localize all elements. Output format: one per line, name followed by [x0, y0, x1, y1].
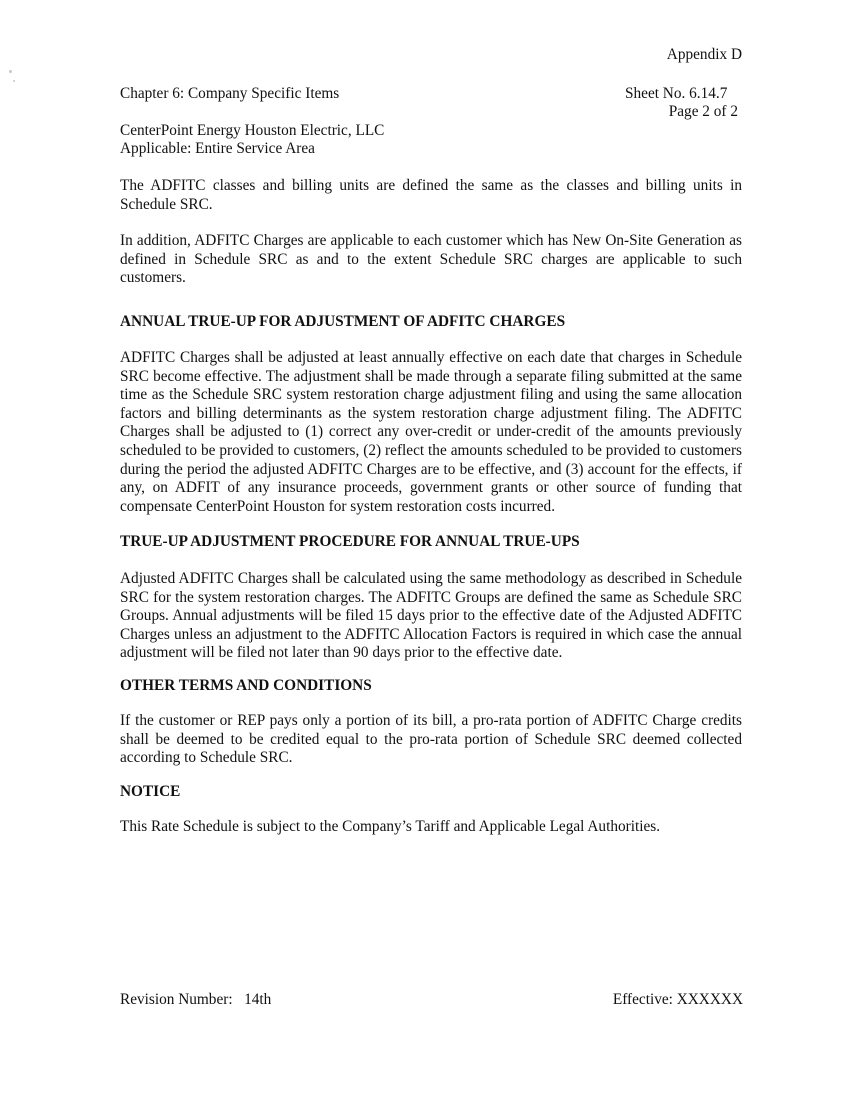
appendix-label: Appendix D: [666, 46, 742, 63]
section-heading-notice: NOTICE: [120, 783, 181, 800]
chapter-title: Chapter 6: Company Specific Items: [120, 85, 340, 102]
intro-paragraph-2: In addition, ADFITC Charges are applicable to each customer which has New On-Site Generation as defined in Schedule SRC as and to the extent Schedule SRC charges are applicable to such customers.: [120, 232, 742, 287]
section-heading-other-terms: OTHER TERMS AND CONDITIONS: [120, 677, 372, 694]
revision-number: Revision Number: 14th: [120, 991, 272, 1008]
company-name: CenterPoint Energy Houston Electric, LLC: [120, 122, 385, 139]
effective-date: Effective: XXXXXX: [612, 991, 743, 1008]
section-text-notice: This Rate Schedule is subject to the Company’s Tariff and Applicable Legal Authorities.: [120, 818, 661, 835]
section-heading-annual-true-up: ANNUAL TRUE-UP FOR ADJUSTMENT OF ADFITC CHARGES: [120, 313, 566, 330]
section-text-annual-true-up: ADFITC Charges shall be adjusted at least annually effective on each date that charges in Schedule SRC become effective. The adjustment shall be made through a separate filing submitted at the same time as the Schedule SRC system restoration charge adjustment filing and using the same allocation factors and billing determinants as the system restoration charge adjustment filing. The ADFITC Charges shall be adjusted to (1) correct any over-credit or under-credit of the amounts previously scheduled to be provided to customers, (2) reflect the amounts scheduled to be provided to customers during the period the adjusted ADFITC Charges are to be effective, and (3) account for the effects, if any, on ADFIT of any insurance proceeds, government grants or other source of funding that compensate CenterPoint Houston for system restoration costs incurred.: [120, 349, 742, 515]
scan-artifact: [13, 80, 15, 82]
section-heading-true-up-procedure: TRUE-UP ADJUSTMENT PROCEDURE FOR ANNUAL TRUE-UPS: [120, 533, 580, 550]
intro-paragraph-1: The ADFITC classes and billing units are defined the same as the classes and billing units in Schedule SRC.: [120, 177, 742, 213]
page-number: Page 2 of 2: [668, 103, 738, 120]
applicable-area: Applicable: Entire Service Area: [120, 140, 315, 157]
section-text-other-terms: If the customer or REP pays only a portion of its bill, a pro-rata portion of ADFITC Charge credits shall be deemed to be credited equal to the pro-rata portion of Schedule SRC deemed collected according to Schedule SRC.: [120, 712, 742, 767]
sheet-number: Sheet No. 6.14.7: [625, 85, 728, 102]
section-text-true-up-procedure: Adjusted ADFITC Charges shall be calculated using the same methodology as described in Schedule SRC for the system restoration charges. The ADFITC Groups are defined the same as Schedule SRC Groups. Annual adjustments will be filed 15 days prior to the effective date of the Adjusted ADFITC Charges unless an adjustment to the ADFITC Allocation Factors is required in which case the annual adjustment will be filed not later than 90 days prior to the effective date.: [120, 570, 742, 662]
scan-artifact: [9, 70, 12, 73]
